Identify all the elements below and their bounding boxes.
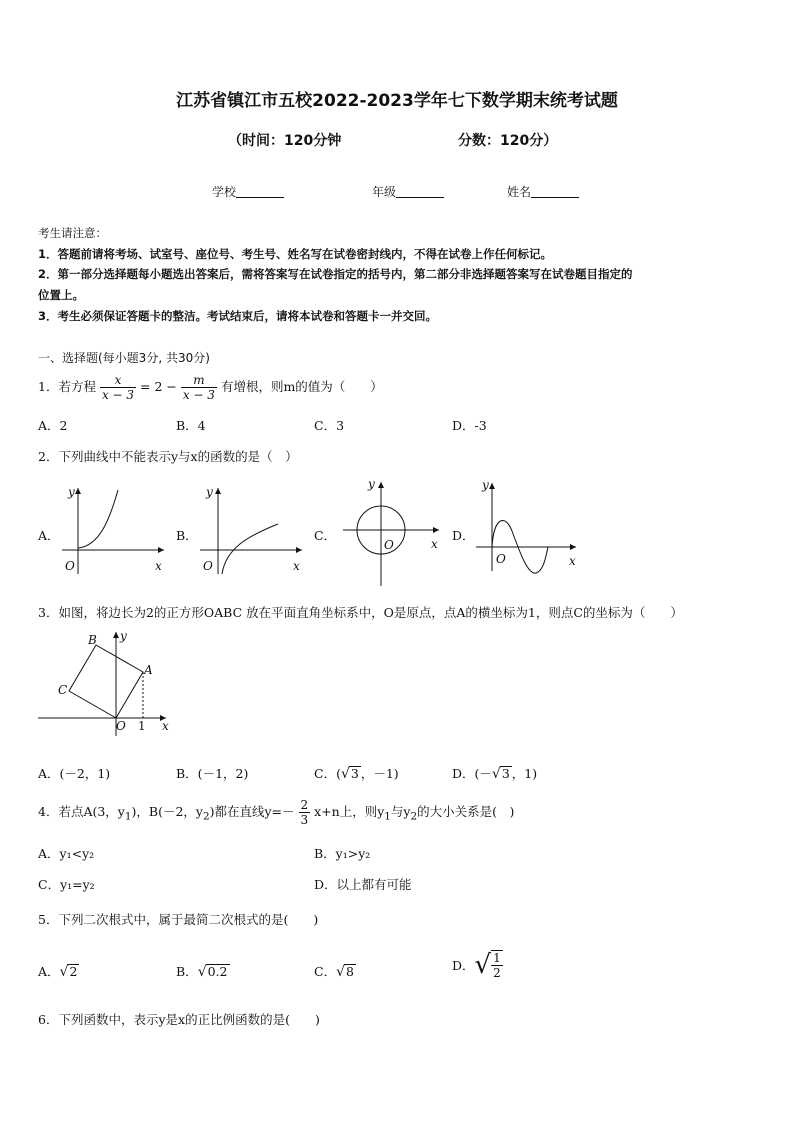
- q2d-origin-label: O: [496, 552, 506, 566]
- grade-field: [372, 183, 444, 200]
- notice-line-1: 1．答题前请将考场、试室号、座位号、考生号、姓名写在试卷密封线内，不得在试卷上作任何标记。: [38, 247, 552, 261]
- school-blank: [236, 185, 284, 198]
- name-blank: [531, 185, 579, 198]
- q2d-x-label: x: [569, 554, 576, 568]
- q2c-y-label: y: [368, 477, 375, 491]
- q1-option-b[interactable]: B．4: [176, 418, 206, 433]
- school-field: [212, 183, 284, 200]
- grade-label: 年级: [372, 185, 397, 199]
- notice-line-4: 3．考生必须保证答题卡的整洁。考试结束后，请将本试卷和答题卡一并交回。: [38, 309, 437, 323]
- q3-label-y: y: [120, 629, 127, 643]
- q1-option-d[interactable]: D．-3: [452, 418, 487, 433]
- question-5: 5．下列二次根式中，属于最简二次根式的是( ): [38, 912, 319, 927]
- q5-option-b[interactable]: B．√0.2: [176, 964, 228, 980]
- q2a-origin-label: O: [65, 559, 75, 573]
- q2b-y-label: y: [206, 485, 213, 499]
- q2a-x-label: x: [155, 559, 162, 573]
- name-field: [507, 183, 579, 200]
- question-6: 6．下列函数中，表示y是x的正比例函数的是( ): [38, 1012, 320, 1027]
- question-3: 3．如图，将边长为2的正方形OABC 放在平面直角坐标系中，O是原点，点A的横坐标为1，则点C的坐标为（ ）: [38, 605, 683, 620]
- q1-suffix: 有增根，则m的值为（ ）: [220, 379, 383, 394]
- notice-line-3: 位置上。: [38, 288, 84, 302]
- q4-option-d[interactable]: D．以上都有可能: [314, 877, 412, 892]
- q2-graph-b: [198, 478, 308, 578]
- name-label: 姓名: [507, 185, 532, 199]
- q3-figure: [34, 628, 174, 738]
- q4-fraction: $\frac{2}{3}$: [300, 798, 309, 827]
- q5-option-a[interactable]: A．√2: [38, 964, 78, 980]
- q3-option-b[interactable]: B．(－1，2): [176, 766, 249, 781]
- q4-option-b[interactable]: B．y₁>y₂: [314, 846, 371, 861]
- school-label: 学校: [212, 185, 237, 199]
- grade-blank: [396, 185, 444, 198]
- q2-graph-d: [472, 475, 582, 575]
- q5-option-d[interactable]: D．√ $\frac{1}{2}$: [452, 950, 501, 980]
- q3-option-c[interactable]: C．(√3 ，－1): [314, 766, 399, 782]
- q2b-origin-label: O: [203, 559, 213, 573]
- q3-label-x: x: [162, 719, 169, 733]
- question-2: 2．下列曲线中不能表示y与x的函数的是（ ）: [38, 449, 298, 464]
- q2a-y-label: y: [68, 485, 75, 499]
- q2-option-b[interactable]: B．: [176, 528, 198, 543]
- q1-fraction-1: $\frac{x}{x - 3}$: [101, 373, 135, 402]
- q3-option-a[interactable]: A．(－2，1): [38, 766, 111, 781]
- q4-option-a[interactable]: A．y₁<y₂: [38, 846, 95, 861]
- q2-graph-c: [335, 474, 445, 588]
- q3-label-o: O: [116, 719, 126, 733]
- q3-label-a: A: [144, 663, 153, 677]
- q3-label-c: C: [58, 683, 68, 697]
- q3-label-one: 1: [138, 719, 146, 733]
- q2-option-d[interactable]: D．: [452, 528, 475, 543]
- q5-option-c[interactable]: C．√8: [314, 964, 354, 980]
- q2b-x-label: x: [293, 559, 300, 573]
- q1-equation: = 2 −: [140, 379, 177, 394]
- q2-graph-a: [60, 478, 170, 578]
- q3-option-d[interactable]: D．(－√3 ，1): [452, 766, 538, 782]
- exam-time: （时间：120分钟: [228, 133, 342, 149]
- q2c-origin-label: O: [384, 538, 394, 552]
- question-4: 4．若点A(3，$y_1$)，B(－2，$y_2$)都在直线y=－ $\frac{2}{3}$ x+n上，则$y_1$与$y_2$的大小关系是( ): [38, 798, 515, 827]
- q1-option-a[interactable]: A．2: [38, 418, 68, 433]
- section-heading: 一、选择题(每小题3分, 共30分): [38, 351, 210, 365]
- q1-prefix: 1．若方程: [38, 379, 96, 394]
- q4-option-c[interactable]: C．y₁=y₂: [38, 877, 95, 892]
- q1-fraction-2: $\frac{m}{x - 3}$: [182, 373, 215, 402]
- page-title: 江苏省镇江市五校2022-2023学年七下数学期末统考试题: [176, 91, 618, 111]
- q3-label-b: B: [88, 633, 97, 647]
- notice-line-2: 2．第一部分选择题每小题选出答案后，需将答案写在试卷指定的括号内，第二部分非选择题答案写在试卷题目指定的: [38, 267, 633, 281]
- question-1: [38, 373, 383, 402]
- q2-option-c[interactable]: C．: [314, 528, 337, 543]
- q1-option-c[interactable]: C．3: [314, 418, 345, 433]
- q2c-x-label: x: [431, 537, 438, 551]
- exam-score: 分数：120分）: [458, 133, 558, 149]
- q2-option-a[interactable]: A．: [38, 528, 60, 543]
- notice-heading: 考生请注意：: [38, 226, 107, 240]
- q2d-y-label: y: [482, 478, 489, 492]
